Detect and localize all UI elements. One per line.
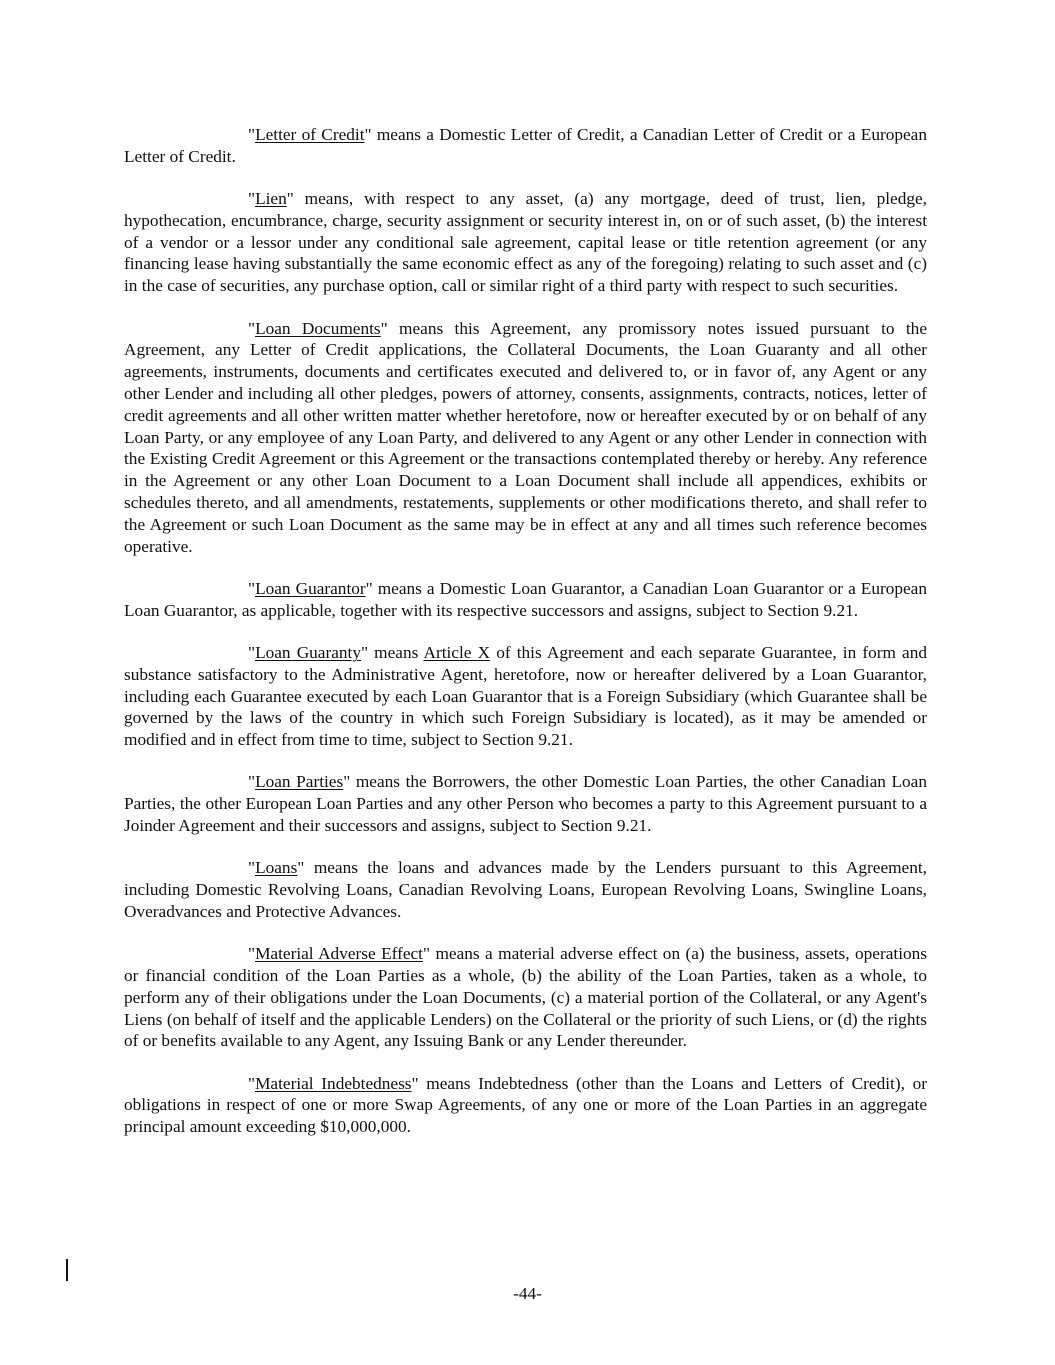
defined-term: Loan Guaranty <box>255 642 361 662</box>
definition-loan-documents: "Loan Documents" means this Agreement, any promissory notes issued pursuant to the Agreement, any Letter of Credit applications, the Collateral Documents, the Loan Guaranty and all other agreements, instruments, documents and certificates executed and delivered to, or in favor of, any Agent or any other Lender and including all other pledges, powers of attorney, consents, assignments, contracts, notices, letter of credit agreements and all other written matter whether heretofore, now or hereafter executed by or on behalf of any Loan Party, or any employee of any Loan Party, and delivered to any Agent or any other Lender in connection with the Existing Credit Agreement or this Agreement or the transactions contemplated thereby or hereby. Any reference in the Agreement or any other Loan Document to a Loan Document shall include all appendices, exhibits or schedules thereto, and all amendments, restatements, supplements or other modifications thereto, and shall refer to the Agreement or such Loan Document as the same may be in effect at any and all times such reference becomes operative. <box>124 318 927 556</box>
document-body <box>124 124 927 1159</box>
definition-text: " means a Domestic Loan Guarantor, a Canadian Loan Guarantor or a European Loan Guarantor, as applicable, together with its respective successors and assigns, subject to Section 9.21. <box>124 578 927 620</box>
definition-lien: "Lien" means, with respect to any asset, (a) any mortgage, deed of trust, lien, pledge, hypothecation, encumbrance, charge, security assignment or security interest in, on or of such asset, (b) the interest of a vendor or a lessor under any conditional sale agreement, capital lease or title retention agreement (or any financing lease having substantially the same economic effect as any of the foregoing) relating to such asset and (c) in the case of securities, any purchase option, call or similar right of a third party with respect to such securities. <box>124 189 927 296</box>
definition-text: of this Agreement and each separate Guarantee, in form and substance satisfactory to the Administrative Agent, heretofore, now or hereafter delivered by a Loan Guarantor, including each Guarantee executed by each Loan Guarantor that is a Foreign Subsidiary (which Guarantee shall be governed by the laws of the country in which such Foreign Subsidiary is located), as it may be amended or modified and in effect from time to time, subject to Section 9.21. <box>124 642 927 750</box>
defined-term: Material Adverse Effect <box>255 944 423 964</box>
defined-term: Lien <box>255 189 287 209</box>
defined-term: Loan Documents <box>255 318 381 338</box>
definition-text: " means Indebtedness (other than the Loans and Letters of Credit), or obligations in respect of one or more Swap Agreements, of any one or more of the Loan Parties in an aggregate principal amount exceeding $10,000,000. <box>124 1073 927 1137</box>
definition-text: " means the loans and advances made by the Lenders pursuant to this Agreement, including Domestic Revolving Loans, Canadian Revolving Loans, European Revolving Loans, Swingline Loans, Overadvances and Protective Advances. <box>124 858 927 921</box>
defined-term: Material Indebtedness <box>255 1073 412 1093</box>
definition-loan-guarantor: "Loan Guarantor" means a Domestic Loan Guarantor, a Canadian Loan Guarantor or a European Loan Guarantor, as applicable, together with its respective successors and assigns, subject to Section 9.21. <box>124 578 927 620</box>
definition-loan-parties: "Loan Parties" means the Borrowers, the other Domestic Loan Parties, the other Canadian Loan Parties, the other European Loan Parties and any other Person who becomes a party to this Agreement pursuant to a Joinder Agreement and their successors and assigns, subject to Section 9.21. <box>124 772 927 836</box>
page-number: -44- <box>513 1284 542 1303</box>
defined-term: Loans <box>255 858 298 878</box>
definition-material-indebtedness: "Material Indebtedness" means Indebtedness (other than the Loans and Letters of Credit), or obligations in respect of one or more Swap Agreements, of any one or more of the Loan Parties in an aggregate principal amount exceeding $10,000,000. <box>124 1073 927 1137</box>
revision-change-bar <box>66 1259 68 1281</box>
definition-loans: "Loans" means the loans and advances made by the Lenders pursuant to this Agreement, including Domestic Revolving Loans, Canadian Revolving Loans, European Revolving Loans, Swingline Loans, Overadvances and Protective Advances. <box>124 858 927 921</box>
definition-text: " means a Domestic Letter of Credit, a Canadian Letter of Credit or a European Letter of Credit. <box>124 125 927 166</box>
definition-text: " means this Agreement, any promissory notes issued pursuant to the Agreement, any Letter of Credit applications, the Collateral Documents, the Loan Guaranty and all other agreements, instruments, documents and certificates executed and delivered to, or in favor of, any Agent or any other Lender and including all other pledges, powers of attorney, consents, assignments, contracts, notices, letter of credit agreements and all other written matter whether heretofore, now or hereafter executed by or on behalf of any Loan Party, or any employee of any Loan Party, and delivered to any Agent or any other Lender in connection with the Existing Credit Agreement or this Agreement or the transactions contemplated thereby or hereby. Any reference in the Agreement or any other Loan Document to a Loan Document shall include all appendices, exhibits or schedules thereto, and all amendments, restatements, supplements or other modifications thereto, and shall refer to the Agreement or such Loan Document as the same may be in effect at any and all times such reference becomes operative. <box>124 318 927 556</box>
definition-material-adverse-effect: "Material Adverse Effect" means a material adverse effect on (a) the business, assets, operations or financial condition of the Loan Parties as a whole, (b) the ability of the Loan Parties, taken as a whole, to perform any of their obligations under the Loan Documents, (c) a material portion of the Collateral, or any Agent's Liens (on behalf of itself and the applicable Lenders) on the Collateral or the priority of such Liens, or (d) the rights of or benefits available to any Agent, any Issuing Bank or any Lender thereunder. <box>124 944 928 1051</box>
definition-text: " means a material adverse effect on (a) the business, assets, operations or financial condition of the Loan Parties as a whole, (b) the ability of the Loan Parties, taken as a whole, to perform any of their obligations under the Loan Documents, (c) a material portion of the Collateral, or any Agent's Liens (on behalf of itself and the applicable Lenders) on the Collateral or the priority of such Liens, or (d) the rights of or benefits available to any Agent, any Issuing Bank or any Lender thereunder. <box>124 944 928 1051</box>
definition-loan-guaranty: "Loan Guaranty" means Article X of this Agreement and each separate Guarantee, in form and substance satisfactory to the Administrative Agent, heretofore, now or hereafter delivered by a Loan Guarantor, including each Guarantee executed by each Loan Guarantor that is a Foreign Subsidiary (which Guarantee shall be governed by the laws of the country in which such Foreign Subsidiary is located), as it may be amended or modified and in effect from time to time, subject to Section 9.21. <box>124 642 927 750</box>
definition-letter-of-credit: "Letter of Credit" means a Domestic Letter of Credit, a Canadian Letter of Credit or a European Letter of Credit. <box>124 125 927 166</box>
definition-text: " means the Borrowers, the other Domestic Loan Parties, the other Canadian Loan Parties, the other European Loan Parties and any other Person who becomes a party to this Agreement pursuant to a Joinder Agreement and their successors and assigns, subject to Section 9.21. <box>124 772 927 836</box>
definition-text: " means, with respect to any asset, (a) any mortgage, deed of trust, lien, pledge, hypothecation, encumbrance, charge, security assignment or security interest in, on or of such asset, (b) the interest of a vendor or a lessor under any conditional sale agreement, capital lease or title retention agreement (or any financing lease having substantially the same economic effect as any of the foregoing) relating to such asset and (c) in the case of securities, any purchase option, call or similar right of a third party with respect to such securities. <box>124 189 927 296</box>
defined-term: Loan Guarantor <box>255 578 366 598</box>
definition-text: " means <box>361 642 424 662</box>
defined-term: Letter of Credit <box>255 125 365 144</box>
article-x-reference: Article X <box>423 642 491 662</box>
defined-term: Loan Parties <box>255 772 344 792</box>
